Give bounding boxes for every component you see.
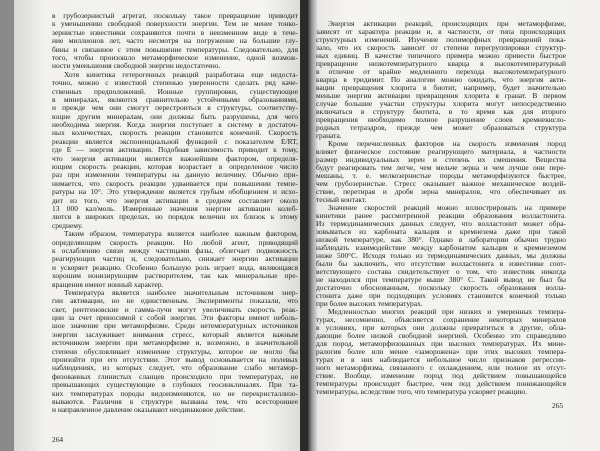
- text-line: в условиях, при которых они должны превратиться в другие, обла-: [316, 323, 566, 332]
- left-page: [14, 0, 304, 451]
- text-line: степени обусловливает изменение структуры, которое не могло бы: [52, 346, 298, 356]
- text-line: реагирующих частиц и, следовательно, снижает энергию активации: [52, 254, 298, 264]
- text-line: были бы заключить, что отсутствие волластонита в известняке соот-: [316, 259, 566, 268]
- text-line: будут реагировать тем легче, чем мельче зерна и чем лучше они пере-: [316, 163, 566, 172]
- text-line: ственных предположений. Ионные группировки, существующие: [52, 86, 298, 96]
- page-number: 265: [552, 401, 564, 410]
- text-line: шое значение при метаморфизме. Среди нетемпературных источников: [52, 321, 298, 331]
- text-line: турах, несомненно, объясняется сохранение некоторых минералов: [316, 315, 566, 324]
- text-line: низкой температуре, как 380°. Однако в лаборатории обычно трудно: [316, 235, 566, 244]
- text-line: и прежде чем они смогут перестроиться в структуры, соответству-: [52, 103, 298, 113]
- text-line: Хотя кинетика гетерогенных реакций разработана еще недоста-: [64, 69, 298, 79]
- text-line: случае большие участки структуры хлорита могут непосредственно: [316, 99, 566, 108]
- text-line: кинетики ранее рассмотренной реакции образования волластонита.: [316, 211, 566, 220]
- text-line: кварца в тридимит. По аналогии можно ожидать, что энергия акти-: [316, 75, 566, 84]
- text-line: к ослаблению связи между частицами фазы, облегчает подвижность: [52, 245, 298, 255]
- paragraph: [316, 204, 566, 308]
- paragraph: [52, 289, 298, 415]
- paragraph: [316, 140, 566, 204]
- text-line: чем грубозернистые. Стресс оказывает важное механическое воздей-: [316, 179, 566, 188]
- text-line: вываются. Различия в структуре вызваны тем, что всестороннее: [52, 396, 298, 406]
- text-line: физованных глинистых сланцев происходило при температурах, не: [52, 371, 298, 381]
- text-line: произойти при его отсутствии. Этот вывод основывается на полевых: [52, 355, 298, 365]
- paragraph: [52, 71, 298, 230]
- text-line: тесный контакт.: [316, 195, 367, 204]
- text-line: Значение скоростей реакций можно иллюстрировать на примере: [328, 203, 566, 212]
- text-line: ствие, перетирая и дробя зерна минералов, что обеспечивает их: [316, 187, 566, 196]
- text-line: что энергия активации является важнейшим фактором, определя-: [52, 153, 298, 163]
- right-page: [308, 0, 600, 451]
- text-line: превышающих существующие в глубоких геосинклиналях. При та-: [52, 380, 298, 390]
- text-line: где E — энергия активации. Подобная зависимость приводит к тому,: [52, 145, 298, 155]
- left-page-text: [52, 12, 298, 415]
- text-line: раз при изменении температуры на данную величину. Обычно при-: [52, 170, 298, 180]
- text-line: Температура является наиболее значительным источником энер-: [64, 287, 298, 297]
- text-line: для пород, метаморфизованных при высоких температурах. Их мине-: [316, 339, 566, 348]
- text-line: и направленное давление оказывают неодинаковое действие.: [52, 405, 246, 415]
- text-line: превращение низкотемпературного кварца в высокотемпературный: [316, 59, 566, 68]
- text-line: не находился при температуре выше 380° С. Такой вывод не был бы: [316, 275, 566, 284]
- text-line: температуры происходит быстрее, чем под действием понижающейся: [316, 379, 566, 388]
- text-line: ющим скорость реакции, которая возрастает в определенное число: [52, 162, 298, 172]
- text-line: ного метаморфизма, связанного с охлаждением, или полное их отсут-: [316, 363, 566, 372]
- text-line: в отличие от крайне медленного перехода высокотемпературного: [316, 67, 566, 76]
- text-line: Медленностью многих реакций при низких и умеренных темпера-: [328, 307, 566, 316]
- text-line: зернистые известняки сохраняются почти в неизменном виде в тече-: [52, 27, 298, 37]
- text-line: к уменьшению свободной поверхности энергии. Тем не менее тонко-: [52, 19, 298, 29]
- text-line: зависят от характера реакции и, в частности, от типа происходящих: [316, 27, 566, 36]
- text-line: Из термодинамических данных следует, что волластонит может обра-: [316, 219, 566, 228]
- text-line: среднему.: [52, 220, 83, 230]
- text-line: реакции является экспоненциальной функцией с показателем E/RT,: [52, 136, 298, 146]
- text-line: включаться в структуру биотита, в то время как для второго: [316, 107, 566, 116]
- paragraph: [316, 20, 566, 140]
- text-line: ных количествах, скорость реакции становится конечной. Скорость: [52, 128, 298, 138]
- text-line: вации превращения хлорита в биотит, например, будет значительно: [316, 83, 566, 92]
- text-line: гии активации, но не единственным. Эксперименты показали, что: [52, 296, 298, 306]
- text-line: граната.: [316, 131, 342, 140]
- text-line: Энергия активации реакций, происходящих при метаморфизме,: [328, 19, 566, 28]
- text-line: в грубозернистый агрегат, поскольку такое превращение приводит: [52, 11, 298, 20]
- text-line: ние миллионов лет, часто несмотря на погружение на большие глу-: [52, 36, 298, 46]
- text-line: влияет физическое состояние реагирующего материала, в частности: [316, 147, 566, 156]
- paragraph: [316, 308, 566, 396]
- text-line: ралогия более или менее «заморожена» при этих высоких темпера-: [316, 347, 566, 356]
- text-line: размер индивидуальных зерен и степень их смешения. Вещества: [316, 155, 566, 164]
- text-line: энергии заслуживает внимания стресс, который является важным: [52, 329, 298, 339]
- text-line: 13 000 кал/моль. Измеренные значения энергии активации колеб-: [52, 203, 298, 213]
- text-line: ности уменьшения свободной энергии недостаточно.: [52, 61, 221, 71]
- text-line: температуры, вследствие того, что температура ускоряет реакцию.: [316, 387, 528, 396]
- text-line: дающие более низкой свободной энергией. Особенно это справедливо: [316, 331, 566, 340]
- text-line: бины и связанное с этим повышение температуры. Следовательно, для: [52, 44, 298, 54]
- paragraph: [52, 12, 298, 71]
- text-line: ратуры на 10°. Это утверждение является грубым обобщением и исхо-: [52, 187, 298, 197]
- text-line: и ускоряет реакцию. Особенно большую роль играет вода, являющаяся: [52, 262, 298, 272]
- text-line: меньше энергии активации превращения хлорита в гранат. В первом: [316, 91, 566, 100]
- text-line: Кроме перечисленных факторов на скорость изменения пород: [328, 139, 566, 148]
- text-line: зовываться из карбоната кальция и кремнезема даже при такой: [316, 227, 566, 236]
- text-line: в минералах, являются сравнительно устойчивыми образованиями,: [52, 94, 298, 104]
- text-line: ции за счет приносимой с собой энергии. Эти факторы имеют неболь-: [52, 313, 298, 323]
- text-line: структурных изменений. Изучение полиморфных превращений пока-: [316, 35, 566, 44]
- text-line: необходима энергия. Когда энергия поступает в систему в достаточ-: [52, 120, 298, 130]
- text-line: зало, что их скорость зависит от степени перегруппировки структур-: [316, 43, 566, 52]
- paragraph: [52, 230, 298, 289]
- text-line: точно, можно с известной степенью уверенности сделать ряд каче-: [52, 78, 298, 88]
- page-number: 264: [52, 435, 64, 444]
- text-line: наблюдениях, из которых следует, что образование слабо метамор-: [52, 363, 298, 373]
- text-line: источником энергии при метаморфизме и, возможно, в значительной: [52, 338, 298, 348]
- text-line: Таким образом, температура является наиболее важным фактором,: [64, 229, 298, 239]
- text-line: стонита даже при подходящих условиях становится конечной только: [316, 291, 566, 300]
- text-line: ствие. Вообще, изменение пород под действием повышающейся: [316, 371, 566, 380]
- text-line: свет, рентгеновские и гамма-лучи могут увеличивать скорость реак-: [52, 304, 298, 314]
- text-line: турах и в них наблюдается небольшое число признаков регрессив-: [316, 355, 566, 364]
- text-line: при более высоких температурах.: [316, 299, 423, 308]
- text-line: ких температурах породы видоизменяются, но не перекристаллизо-: [52, 388, 298, 398]
- text-line: ных единиц. В качестве типичного примера можно привести быстрое: [316, 51, 566, 60]
- text-line: нимается, что скорость реакции удваивается при повышении темпе-: [52, 178, 298, 188]
- right-page-text: [316, 20, 566, 396]
- text-line: лются в широких пределах, но порядок величин их близок к этому: [52, 212, 298, 222]
- text-line: ветствующего состава свидетельствует о том, что известняк никогда: [316, 267, 566, 276]
- text-line: хорошим ионизирующим растворителем, так как минеральные пре-: [52, 271, 298, 281]
- text-line: ниже 500°С. Исходя только из термодинамических данных, мы должны: [316, 251, 566, 260]
- text-line: дит из того, что энергия активации в среднем составляет около: [52, 195, 298, 205]
- text-line: вращения имеют ионный характер.: [52, 279, 164, 289]
- text-line: мешаны, т. е. мелкозернистые породы метаморфизуются быстрее,: [316, 171, 566, 180]
- text-line: того, чтобы произошло метаморфическое изменение, одной возмож-: [52, 52, 298, 62]
- text-line: достаточно обоснованным, поскольку скорость образования волла-: [316, 283, 566, 292]
- text-line: родных тетраэдров, прежде чем может образоваться структура: [316, 123, 566, 132]
- text-line: превращения необходимо полное разрушение слоев кремнекисло-: [316, 115, 566, 124]
- text-line: определяющим скорость реакции. Но любой агент, приводящий: [52, 237, 298, 247]
- text-line: ющие другим минералам, они должны быть разрушены, для чего: [52, 111, 298, 121]
- text-line: наблюдать взаимодействие между карбонатом кальция и кремнеземом: [316, 243, 566, 252]
